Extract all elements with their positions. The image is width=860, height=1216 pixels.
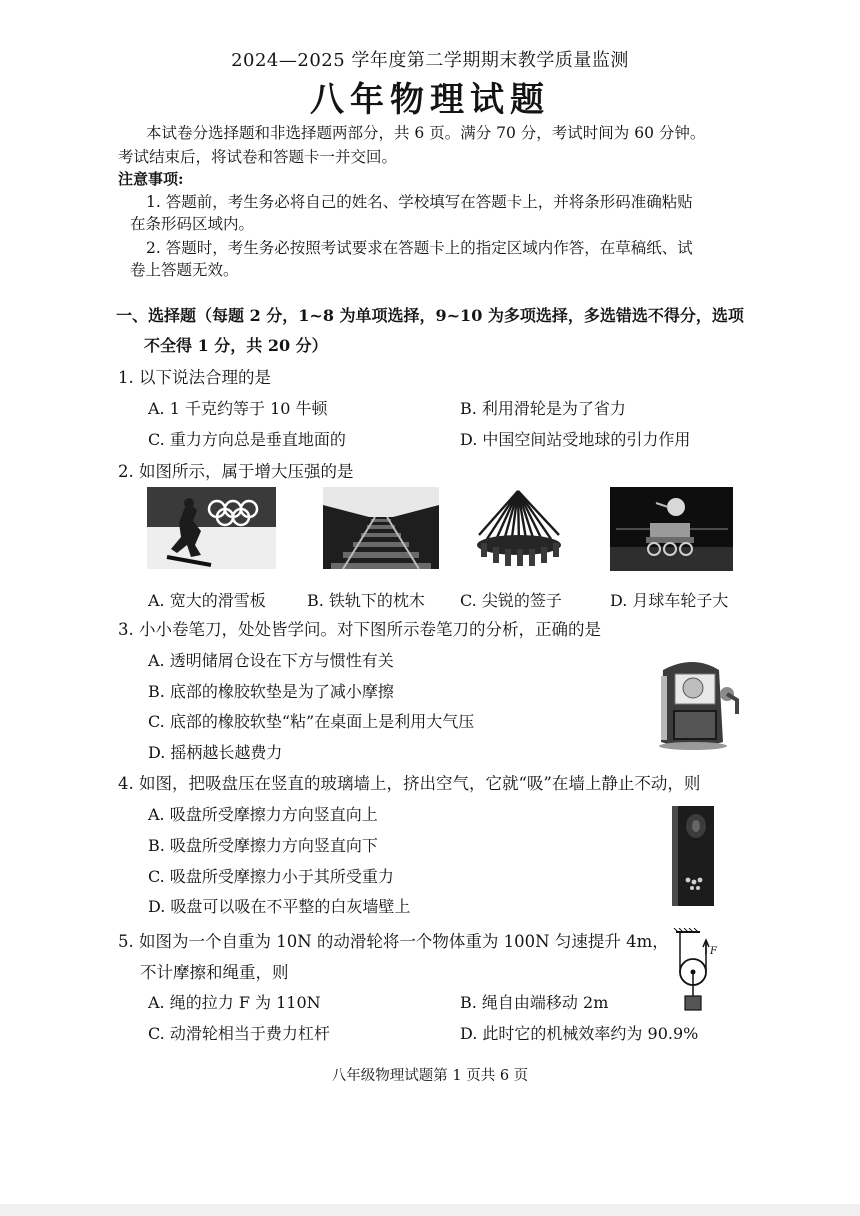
question-5-option-a: A. 绳的拉力 F 为 110N	[148, 993, 321, 1012]
pencil-sharpener-photo	[653, 656, 741, 753]
skewer-photo	[465, 487, 571, 569]
question-2-stem: 2. 如图所示，属于增大压强的是	[118, 462, 354, 481]
question-1-option-c: C. 重力方向总是垂直地面的	[148, 430, 346, 449]
question-2-option-c: C. 尖锐的签子	[460, 591, 562, 610]
movable-pulley-diagram	[672, 928, 720, 1016]
question-3-option-a: A. 透明储屑仓设在下方与惯性有关	[148, 651, 394, 670]
question-1-option-a: A. 1 千克约等于 10 牛顿	[148, 399, 328, 418]
intro-line-1: 本试卷分选择题和非选择题两部分，共 6 页。满分 70 分，考试时间为 60 分钟。	[146, 124, 706, 142]
snowboard-photo	[147, 487, 276, 569]
lunar-rover-photo	[610, 487, 733, 571]
note-2-line-2: 卷上答题无效。	[130, 261, 239, 279]
question-5-option-b: B. 绳自由端移动 2m	[460, 993, 609, 1012]
page-footer: 八年级物理试题第 1 页共 6 页	[331, 1068, 529, 1084]
question-3-option-d: D. 摇柄越长越费力	[148, 743, 283, 762]
question-3-stem: 3. 小小卷笔刀，处处皆学问。对下图所示卷笔刀的分析，正确的是	[118, 620, 601, 639]
question-4-option-c: C. 吸盘所受摩擦力小于其所受重力	[148, 867, 394, 886]
question-4-option-b: B. 吸盘所受摩擦力方向竖直向下	[148, 836, 378, 855]
question-4-option-d: D. 吸盘可以吸在不平整的白灰墙壁上	[148, 897, 411, 916]
question-1-option-b: B. 利用滑轮是为了省力	[460, 399, 626, 418]
question-1-stem: 1. 以下说法合理的是	[118, 368, 271, 387]
question-2-option-a: A. 宽大的滑雪板	[148, 591, 266, 610]
question-3-option-b: B. 底部的橡胶软垫是为了减小摩擦	[148, 682, 394, 701]
question-4-option-a: A. 吸盘所受摩擦力方向竖直向上	[148, 805, 378, 824]
note-2-line-1: 2. 答题时，考生务必按照考试要求在答题卡上的指定区域内作答，在草稿纸、试	[146, 239, 693, 257]
question-5-option-c: C. 动滑轮相当于费力杠杆	[148, 1024, 330, 1043]
notice-label: 注意事项:	[118, 170, 184, 188]
section-1-heading-line-2: 不全得 1 分，共 20 分）	[144, 336, 328, 355]
question-2-option-d: D. 月球车轮子大	[610, 591, 729, 610]
force-label: F	[710, 946, 717, 957]
question-3-option-c: C. 底部的橡胶软垫“粘”在桌面上是利用大气压	[148, 712, 475, 731]
section-1-heading-line-1: 一、选择题（每题 2 分，1~8 为单项选择，9~10 为多项选择，多选错选不得分，选项	[116, 306, 744, 325]
bottom-strip	[0, 1204, 860, 1216]
page-title: 八年物理试题	[310, 80, 550, 120]
question-5-stem-line-2: 不计摩擦和绳重，则	[140, 963, 289, 982]
question-4-stem: 4. 如图，把吸盘压在竖直的玻璃墙上，挤出空气，它就“吸”在墙上静止不动，则	[118, 774, 701, 793]
question-1-option-d: D. 中国空间站受地球的引力作用	[460, 430, 691, 449]
exam-header-line: 2024—2025 学年度第二学期期末教学质量监测	[231, 50, 629, 71]
note-1-line-2: 在条形码区域内。	[130, 215, 255, 233]
question-5-stem-line-1: 5. 如图为一个自重为 10N 的动滑轮将一个物体重为 100N 匀速提升 4m，	[118, 932, 669, 951]
question-5-option-d: D. 此时它的机械效率约为 90.9%	[460, 1024, 699, 1043]
question-2-option-b: B. 铁轨下的枕木	[307, 591, 425, 610]
suction-cup-photo	[672, 806, 714, 906]
railway-sleeper-photo	[323, 487, 439, 569]
note-1-line-1: 1. 答题前，考生务必将自己的姓名、学校填写在答题卡上，并将条形码准确粘贴	[146, 193, 693, 211]
intro-line-2: 考试结束后，将试卷和答题卡一并交回。	[118, 148, 398, 166]
